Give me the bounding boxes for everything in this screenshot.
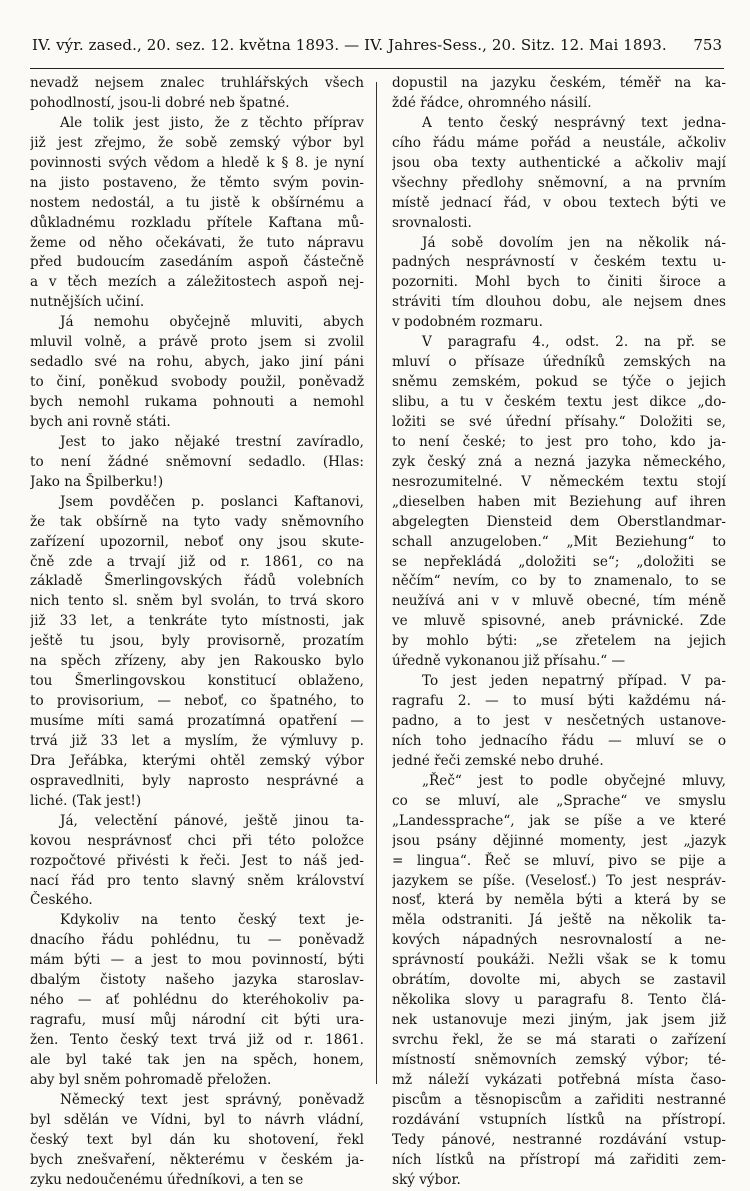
text-line: ještě tu jsou, byly provisorně, prozatím	[30, 633, 364, 650]
text-line: Jsem povděčen p. poslanci Kaftanovi,	[60, 493, 364, 510]
page-header	[32, 36, 722, 54]
text-line: Kdykoliv na tento český text je-	[60, 912, 364, 929]
text-line: stráviti tím dlouhou dobu, ale nejsem dnes	[392, 294, 726, 311]
text-line: několika slovy u paragrafu 8. Tento člá-	[392, 992, 726, 1009]
text-line: že tak obšírně na tyto vady sněmovního	[30, 513, 364, 530]
text-line: se nepřekládá „doložiti se“; „doložiti se	[392, 553, 726, 570]
text-line: „dieselben haben mit Beziehung auf ihren	[392, 493, 726, 510]
text-line: Ale tolik jest jisto, že z těchto příprav	[60, 114, 364, 131]
text-line: pohodlností, jsou-li dobré neb špatné.	[30, 94, 290, 111]
text-line: Jest to jako nějaké trestní zavíradlo,	[60, 433, 364, 450]
text-line: zařízení upozornil, neboť ony jsou skute-	[30, 533, 364, 550]
text-line: dnacího řádu pohlédnu, tu — poněvadž	[30, 932, 364, 949]
text-line: ragrafu, musí můj národní cit býti ura-	[30, 1012, 364, 1029]
text-line: mám býti — a jest to mou povinností, býti	[30, 952, 364, 969]
text-line: nosť, která by neměla býti a která by se	[392, 892, 726, 909]
text-line: místě jednací řád, v obou textech býti ve	[392, 194, 726, 211]
text-line: „Řeč“ jest to podle obyčejné mluvy,	[422, 772, 726, 789]
text-line: V paragrafu 4., odst. 2. na př. se	[422, 334, 726, 351]
text-line: nek ustanovuje mezi jiným, jak jsem již	[392, 1012, 726, 1029]
text-line: kovou nesprávnosť chci při této položce	[30, 832, 364, 849]
text-line: by mohlo býti: „se zřetelem na jejich	[392, 633, 726, 650]
text-line: sedadlo své na rohu, abych, jako jiní páni	[30, 354, 364, 371]
text-line: již 33 let, a tenkráte tyto místnosti, jak	[30, 613, 364, 630]
header-title: IV. výr. zased., 20. sez. 12. května 1893. — IV. Jahres-Sess., 20. Sitz. 12. Mai 1893.	[32, 36, 667, 54]
text-line: jsou psány dějinné momenty, jest „jazyk	[392, 832, 726, 849]
text-line: dbalým čistoty našeho jazyka staroslav-	[30, 972, 364, 989]
text-line: základě Šmerlingovských řádů volebních	[30, 573, 364, 590]
text-line: nevadž nejsem znalec truhlářských všech	[30, 75, 364, 91]
text-line: nutnějších učiní.	[30, 294, 145, 311]
text-line: A tento český nesprávný text jedna-	[422, 114, 726, 131]
text-line: ale byl také tak jen na spěch, honem,	[30, 1051, 364, 1068]
text-line: mluví o přísaze úředníků zemských na	[392, 354, 726, 371]
text-line: ložiti se své úřední přísahy.“ Doložiti se,	[392, 413, 726, 430]
text-line: dopustil na jazyku českém, téměř na ka-	[392, 75, 726, 91]
text-line: „Landessprache“, jak se píše a ve které	[392, 812, 726, 829]
text-line: to provisorium, — neboť, co špatného, to	[30, 693, 364, 710]
text-line: místností sněmovních zemský výbor; té-	[392, 1051, 726, 1068]
text-line: bych nemohl rukama pohnouti a nemohl	[30, 394, 364, 410]
text-line: žen. Tento český text trvá již od r. 1861.	[30, 1032, 364, 1048]
text-line: ospravedlniti, byly naprosto nesprávné a	[30, 772, 364, 789]
text-line: slibu, a tu v českém textu jest dikce „do-	[392, 394, 726, 410]
text-line: ský výbor.	[392, 1171, 461, 1188]
text-line: to není české; to jest pro toho, kdo ja-	[392, 433, 726, 450]
text-line: tou Šmerlingovskou konstitucí oblaženo,	[30, 673, 364, 690]
text-line: jsou oba texty authentické a ačkoliv mají	[392, 154, 726, 171]
text-line: pozorniti. Mohl bych to činiti široce a	[392, 274, 726, 291]
text-line: musíme míti samá prozatímná opatření —	[30, 713, 364, 729]
right-column	[392, 74, 726, 1191]
text-line: byl sdělán ve Vídni, byl to návrh vládní,	[30, 1111, 364, 1128]
text-line: již jest zřejmo, že sobě zemský výbor byl	[30, 134, 364, 151]
text-line: měla odstraniti. Já ještě na několik ta-	[392, 912, 726, 929]
header-rule	[30, 68, 724, 69]
text-line: co se mluví, ale „Sprache“ ve smyslu	[392, 792, 726, 809]
text-line: padno, a to jest v nesčetných ustanove-	[392, 713, 726, 729]
text-line: zyku nedoučenému úředníkovi, a ten se	[30, 1171, 304, 1188]
text-line: jedné řeči zemské nebo druhé.	[392, 752, 604, 769]
text-line: Českého.	[30, 892, 93, 909]
text-line: jazykem se píše. (Veselosť.) To jest nespráv-	[392, 872, 726, 889]
text-line: = lingua“. Řeč se mluví, pivo se pije a	[392, 852, 726, 869]
column-divider	[376, 82, 377, 1084]
text-line: povinnosti svých vědom a hledě k § 8. je nyní	[30, 154, 364, 171]
text-line: správností poukáži. Nežli však se k tomu	[392, 952, 726, 969]
text-line: ních toho jednacího řádu — mluví se o	[392, 732, 726, 749]
text-line: piscům a těsnopiscům a zařiditi nestranné	[392, 1091, 726, 1108]
text-line: na spěch zřízeny, aby jen Rakousko bylo	[30, 653, 364, 670]
text-line: všechny předlohy sněmovní, a na prvním	[392, 174, 726, 191]
text-line: ních lístků na přístropí má zařiditi zem-	[392, 1151, 726, 1168]
text-line: To jest jeden nepatrný případ. V pa-	[422, 673, 726, 690]
text-line: mž náleží vykázati potřebná místa časo-	[392, 1071, 726, 1088]
text-line: ragrafu 2. — to musí býti každému ná-	[392, 693, 726, 710]
text-line: Já nemohu obyčejně mluviti, abych	[60, 314, 364, 331]
text-line: nesrozumitelné. V německém textu stojí	[392, 473, 726, 490]
left-column	[30, 74, 364, 1191]
text-line: úředně vykonanou již přísahu.“ —	[392, 653, 626, 670]
text-line: žeme od něho očekávati, že tuto nápravu	[30, 234, 364, 251]
text-line: Německý text jest správný, poněvadž	[60, 1091, 364, 1108]
text-line: neužívá ani v v mluvě obecné, tím méně	[392, 593, 726, 610]
text-line: to činí, poněkud svobody použil, poněvadž	[30, 374, 364, 391]
text-line: před budoucím zasedáním aspoň částečně	[30, 254, 364, 271]
text-line: ného — ať pohlédnu do kteréhokoliv pa-	[30, 992, 364, 1009]
text-line: čně zde a trvají již od r. 1861, co na	[30, 553, 364, 570]
text-line: zyk český zná a nezná jazyka německého,	[392, 453, 726, 470]
text-line: rozdávání vstupních lístků na přístropí.	[392, 1111, 726, 1128]
text-line: Dra Jeřábka, kterými ohtěl zemský výbor	[30, 752, 364, 769]
text-line: nostem nedostál, a tu jistě k obšírnému a	[30, 194, 364, 211]
text-line: schall anzugeloben.“ „Mit Beziehung“ to	[392, 533, 726, 550]
text-line: cího řádu máme pořád a neustále, ačkoliv	[392, 134, 726, 151]
text-line: bych znešvaření, některému v českém ja-	[30, 1151, 364, 1168]
text-line: liché. (Tak jest!)	[30, 792, 142, 809]
text-line: kových nápadných nesrovnalostí a ne-	[392, 932, 726, 949]
text-line: mluvil volně, a právě proto jsem si zvolil	[30, 334, 364, 351]
text-line: bych ani rovně státi.	[30, 413, 171, 430]
text-line: ve mluvě spisovné, aneb právnické. Zde	[392, 613, 726, 630]
text-line: Já, velectění pánové, ještě jinou ta-	[60, 812, 364, 829]
text-line: to není žádné sněmovní sedadlo. (Hlas:	[30, 453, 364, 470]
text-line: Tedy pánové, nestranné rozdávání vstup-	[392, 1131, 726, 1148]
text-line: nich tento sl. sněm byl svolán, to trvá skoro	[30, 593, 364, 610]
text-line: český text byl dán ku shotovení, řekl	[30, 1131, 364, 1148]
text-line: nací řád pro tento slavný sněm království	[30, 872, 364, 889]
page-number: 753	[693, 36, 722, 54]
text-line: Já sobě dovolím jen na několik ná-	[422, 234, 726, 251]
text-line: abgelegten Diensteid dem Oberstlandmar-	[392, 513, 726, 530]
text-line: na jisto postaveno, že těmto svým povin-	[30, 174, 364, 191]
text-line: srovnalosti.	[392, 214, 472, 231]
text-line: sněmu zemském, pokud se týče o jejich	[392, 374, 726, 391]
text-line: něčím“ nevím, co by to znamenalo, to se	[392, 573, 726, 590]
text-line: důkladnému rozkladu přítele Kaftana mů-	[30, 214, 364, 231]
text-line: ždé řádce, ohromného násilí.	[392, 94, 592, 111]
text-line: trvá již 33 let a myslím, že výmluvy p.	[30, 732, 364, 749]
text-line: padných nesprávností v českém textu u-	[392, 254, 726, 271]
text-line: rozpočtové přivésti k řeči. Jest to náš jed-	[30, 852, 364, 869]
text-line: Jako na Špilberku!)	[30, 473, 164, 490]
text-line: aby byl sněm pohromadě přeložen.	[30, 1071, 272, 1088]
text-line: v podobném rozmaru.	[392, 314, 543, 331]
text-line: obrátím, dovolte mi, abych se zastavil	[392, 972, 726, 989]
text-line: a v těch mezích a záležitostech aspoň nej-	[30, 274, 364, 291]
text-line: svrchu řekl, že se má starati o zařízení	[392, 1032, 726, 1048]
